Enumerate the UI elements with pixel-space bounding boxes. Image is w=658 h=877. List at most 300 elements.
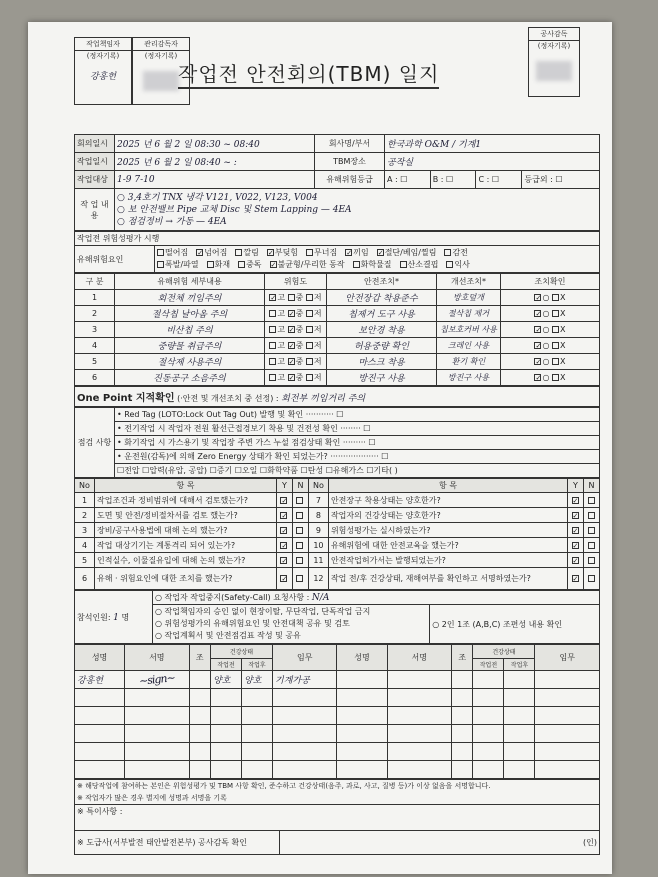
checkbox[interactable] [444,249,451,256]
checkbox[interactable]: ✓ [572,511,579,520]
level-label: 저 [313,341,322,350]
hazard-factors [155,246,600,273]
confirm-x: X [560,357,566,366]
improvement-measure: 방호덮개 [437,290,501,306]
checkbox[interactable] [446,261,453,268]
level-label: 고 [277,325,286,334]
item-text: 안전작업허가서는 발행되었는가? [328,553,567,568]
confirm-label: ※ 도급사(서부발전 태안발전본부) 공사감독 확인 [75,831,280,855]
onepoint-table: One Point 지적확인 (·안전 및 개선조치 중 선정) : 회전부 끼임거리 주의 [74,386,600,407]
checkbox[interactable]: ✓ [270,261,277,269]
worker-name: 강홍헌 [75,671,125,689]
meeting-value: 2025 년 6 월 2 일 08:30 ~ 08:40 [115,135,315,153]
checkbox[interactable] [588,542,595,549]
col-header: 건강상태 [473,645,535,659]
row-no: 1 [75,290,115,306]
checkbox[interactable] [296,575,303,582]
level-label: 저 [313,357,322,366]
safety-call-label: ○ 작업자 작업중지(Safety-Call) 요청사항 : [155,593,310,602]
risk-level [265,338,327,354]
attendance-value: 1 [113,612,119,623]
leader-label: 작업책임자 [75,38,131,51]
col-header: 항 목 [95,479,277,493]
checkbox[interactable] [588,575,595,582]
hazard-factor[interactable] [207,260,230,269]
hazard-detail: 절삭칩 날아옴 주의 [115,306,265,322]
meeting-label: 회의일시 [75,135,115,153]
level-label: 저 [313,373,322,382]
item-text: 작업조건과 정비범위에 대해서 검토했는가? [95,493,277,508]
hazard-detail: 중량물 취급주의 [115,338,265,354]
checkbox[interactable]: ✓ [288,326,295,334]
confirm-x: X [560,341,566,350]
checkbox[interactable]: ✓ [281,496,288,505]
checkbox[interactable] [296,512,303,519]
supervisor-sign-box [528,27,580,97]
checkbox[interactable] [269,310,276,317]
checkbox[interactable]: ✓ [281,556,288,565]
checkbox[interactable] [296,542,303,549]
checkbox[interactable] [269,358,276,365]
row-no: 3 [75,322,115,338]
level-label: 중 [295,357,304,366]
safety-measure: 마스크 착용 [327,354,437,370]
checkbox[interactable] [588,512,595,519]
hazard-factor-label: 끼임 [353,248,369,257]
level-label: 저 [313,293,322,302]
hazard-factor[interactable] [157,248,188,257]
company-value: 한국과학 O&M / 기계1 [385,135,600,153]
table-row [75,290,600,306]
checkbox[interactable]: ✓ [346,249,353,257]
col-header: 구 분 [75,274,115,290]
checkbox[interactable] [588,497,595,504]
target-label: 작업대상 [75,171,115,189]
col-header: No [308,479,328,493]
col-header: Y [276,479,292,493]
safety-measure: 보안경 착용 [327,322,437,338]
hazard-factor-label: 넘어짐 [204,248,228,257]
improvement-measure: 환기 확인 [437,354,501,370]
checkbox[interactable] [552,310,559,317]
hazard-factor[interactable] [444,248,467,257]
hazard-factor[interactable] [306,248,337,257]
checkbox[interactable] [238,261,245,268]
checkbox[interactable] [588,557,595,564]
improvement-measure: 방진구 사용 [437,370,501,386]
confirm-o: ○ [542,373,550,382]
hazard-factor[interactable] [267,248,298,257]
item-text: 위험성평가는 실시하였는가? [328,523,567,538]
info-table [74,134,600,231]
worker-row[interactable] [75,707,600,725]
blurred-signature [536,61,572,81]
inspection-label: 점검 사항 [75,408,115,478]
confirm-x: X [560,293,566,302]
checkbox[interactable] [306,358,313,365]
checkbox[interactable] [306,326,313,333]
col-header: 건강상태 [211,645,273,659]
seal-field[interactable]: (인) [280,831,600,855]
hazard-factor[interactable] [235,248,258,257]
attendance-label: 참석인원: [77,612,111,622]
checkbox[interactable]: ✓ [572,556,579,565]
health-before: 양호 [211,671,242,689]
confirm-o: ○ [542,341,550,350]
col-header: 성명 [337,645,387,671]
table-row [75,568,600,590]
level-label: 저 [313,325,322,334]
checkbox[interactable]: ✓ [270,294,277,302]
rule: ○ 작업책임자의 승인 없이 현장이탈, 무단작업, 단독작업 금지 [155,607,371,616]
table-row [75,553,600,568]
hazard-factor[interactable] [270,260,345,269]
factor-label: 유해위험요인 [75,246,155,273]
worker-team [189,671,210,689]
col-header: 항 목 [328,479,567,493]
level-label: 중 [295,293,304,302]
item-no: 12 [308,568,328,590]
confirm-o: ○ [542,357,550,366]
col-header: N [292,479,308,493]
table-row [75,370,600,386]
table-row [75,306,600,322]
level-label: 중 [295,341,304,350]
confirm-o: ○ [542,309,550,318]
checkbox[interactable]: ✓ [535,310,542,318]
hazard-factor[interactable] [377,248,437,257]
worker-duty: 기계가공 [273,671,337,689]
table-row [75,493,600,508]
checkbox[interactable] [288,294,295,301]
hazard-factor[interactable] [345,248,368,257]
note: (정자기록) [86,52,120,60]
checkbox[interactable]: ✓ [535,342,542,350]
hazard-detail: 회전체 끼임주의 [115,290,265,306]
table-row [75,538,600,553]
checkbox[interactable] [269,374,276,381]
inspection-item[interactable]: ☐전압 ☐압력(유압, 공압) ☐증기 ☐오일 ☐화학약품 ☐탄성 ☐유해가스 ☐기타( ) [115,464,600,478]
col-header: 유해위험 세부내용 [115,274,265,290]
risk-level [265,354,327,370]
checkbox[interactable] [306,374,313,381]
note: (정자기록) [537,42,571,50]
checkbox[interactable]: ✓ [288,358,295,366]
work-label: 작업일시 [75,153,115,171]
confirm-x: X [560,373,566,382]
level-label: 고 [277,373,286,382]
note: (정자기록) [144,52,178,60]
grade-c[interactable]: C : ☐ [476,171,522,189]
item-no: 10 [308,538,328,553]
hazard-factor[interactable] [353,260,392,269]
hazard-factor-label: 깔림 [243,248,259,257]
confirm-o: ○ [542,325,550,334]
risk-level [265,322,327,338]
hazard-factor[interactable] [196,248,227,257]
onepoint-label: One Point 지적확인 [77,393,175,404]
worker-row[interactable] [75,725,600,743]
checkbox[interactable] [157,249,164,256]
item-no: 7 [308,493,328,508]
safety-measure: 안전장갑 착용준수 [327,290,437,306]
item-text: 작업자의 건강상태는 양호한가? [328,508,567,523]
checkbox[interactable]: ✓ [288,310,295,318]
item-no: 1 [75,493,95,508]
hazard-factor-label: 화학물질 [360,260,392,269]
form-body [74,134,600,855]
hazard-factor-label: 감전 [452,248,468,257]
item-text: 인적실수, 이물질유입에 대해 논의 했는가? [95,553,277,568]
col-header: 성명 [75,645,125,671]
checkbox[interactable] [296,497,303,504]
item-no: 2 [75,508,95,523]
item-text: 유해위험에 대한 안전교육을 했는가? [328,538,567,553]
checkbox[interactable] [207,261,214,268]
hazard-detail: 진동공구 소음주의 [115,370,265,386]
confirm-x: X [560,325,566,334]
checkbox[interactable]: ✓ [572,541,579,550]
onepoint-value: 회전부 끼임거리 주의 [281,394,366,404]
checkbox[interactable]: ✓ [535,374,542,382]
checkbox[interactable] [269,326,276,333]
improvement-measure: 절삭칩 제거 [437,306,501,322]
item-text: 작업 전/후 건강상태, 재해여부를 확인하고 서명하였는가? [328,568,567,590]
table-row [75,322,600,338]
col-subheader: 작업후 [504,659,535,671]
col-header: 서명 [387,645,451,671]
attendance-unit: 명 [121,612,130,622]
checkbox[interactable]: ✓ [197,249,204,257]
hazard-factor-label: 산소결핍 [407,260,439,269]
checkbox[interactable] [157,261,164,268]
safety-measure: 칩제거 도구 사용 [327,306,437,322]
content-value [115,189,600,231]
col-header: No [75,479,95,493]
checkbox[interactable] [552,358,559,365]
grade-a[interactable]: A : ☐ [385,171,431,189]
grade-other[interactable]: 등급외 : ☐ [522,171,600,189]
worker-row[interactable] [75,671,600,689]
inspection-item[interactable]: • 화기작업 시 가스용기 및 작업장 주변 가스 누설 점검상태 확인 ········· ☐ [115,436,600,450]
place-value: 공작실 [385,153,600,171]
checkbox[interactable]: ✓ [281,575,288,583]
table-row [75,523,600,538]
item-no: 6 [75,568,95,590]
checkbox[interactable]: ✓ [288,342,295,350]
hazard-factor-label: 화재 [214,260,231,269]
checkbox[interactable] [552,294,559,301]
safety-measure: 방진구 사용 [327,370,437,386]
checkbox[interactable]: ✓ [281,511,288,520]
safety-measure: 허용중량 확인 [327,338,437,354]
hazard-factor[interactable] [400,260,439,269]
company-label: 회사명/부서 [315,135,385,153]
item-text: 안전장구 착용상태는 양호한가? [328,493,567,508]
hazard-factor-label: 절단/베임/찔림 [384,248,437,257]
worker-row[interactable] [75,743,600,761]
leader-name: 강홍헌 [89,72,117,82]
health-after: 양호 [242,671,273,689]
checkbox[interactable]: ✓ [281,541,288,550]
rule: ○ 위험성평가의 유해위험요인 및 안전대책 공유 및 검토 [155,619,350,628]
content-label: 작 업 내 용 [75,189,115,231]
work-value: 2025 년 6 월 2 일 08:40 ~ : [115,153,315,171]
item-no: 8 [308,508,328,523]
col-header: 조 [451,645,472,671]
hazard-factor-label: 불균형/무리한 동작 [277,260,345,269]
level-label: 고 [277,341,286,350]
checkbox[interactable] [235,249,242,256]
checkbox[interactable] [400,261,407,268]
hazard-factor-label: 무너짐 [314,248,338,257]
content-line: ○ 점검정비 → 가동 — 4EA [117,216,227,227]
col-header: Y [568,479,584,493]
rule: ○ 작업계획서 및 안전점검표 작성 및 공유 [155,631,301,640]
content-line: ○ 보 안전밸브 Pipe 교체 Disc 및 Stem Lapping — 4EA [117,204,352,215]
checkbox[interactable]: ✓ [535,358,542,366]
checkbox[interactable] [306,342,313,349]
checkbox[interactable] [306,249,313,256]
col-header: 조치확인 [501,274,600,290]
level-label: 중 [295,325,304,334]
checkbox[interactable] [588,527,595,534]
note-line: ※ 해당작업에 참여하는 본인은 위험성평가 및 TBM 사항 확인, 준수하고 건강상태(음주, 과로, 사고, 질병 등)가 이상 없음을 서명합니다. [75,780,600,793]
inspection-item[interactable]: • 운전원(감독)에 의해 Zero Energy 상태가 확인 되었는가? ··················· ☐ [115,450,600,464]
level-label: 중 [295,309,304,318]
checkbox[interactable] [552,326,559,333]
hazard-factor-table [74,231,600,273]
confirm-check [501,290,600,306]
col-header: N [584,479,600,493]
risk-level [265,290,327,306]
hazard-factor-label: 익사 [454,260,470,269]
grade-b[interactable]: B : ☐ [430,171,476,189]
inspection-item[interactable]: • 전기작업 시 작업자 전원 활선근접경보기 착용 및 건전성 확인 ········ ☐ [115,422,600,436]
col-subheader: 작업전 [473,659,504,671]
col-subheader: 작업후 [242,659,273,671]
level-label: 고 [277,309,286,318]
confirm-check [501,338,600,354]
item-no: 4 [75,538,95,553]
confirm-check [501,322,600,338]
item-text: 도면 및 안전/정비절차서를 검토 했는가? [95,508,277,523]
level-label: 중 [295,373,304,382]
checkbox[interactable] [552,374,559,381]
risk-table [74,273,600,386]
team-check[interactable]: ○ 2인 1조 (A,B,C) 조편성 내용 확인 [430,605,600,644]
checkbox[interactable]: ✓ [535,294,542,302]
checkbox[interactable] [306,294,313,301]
improvement-measure: 칩보호커버 사용 [437,322,501,338]
item-no: 3 [75,523,95,538]
item-no: 9 [308,523,328,538]
col-header: 서명 [125,645,189,671]
item-no: 5 [75,553,95,568]
checkbox[interactable]: ✓ [572,496,579,505]
checkbox[interactable]: ✓ [572,526,579,535]
attendance-table [74,590,600,644]
inspection-table [74,407,600,478]
checkbox[interactable] [353,261,360,268]
manager-label: 관리감독자 [133,38,189,51]
onepoint-sub: (·안전 및 개선조치 중 선정) [177,394,274,403]
hazard-factor[interactable] [157,260,199,269]
col-header: 조 [189,645,210,671]
checkbox[interactable]: ✓ [281,526,288,535]
table-row [75,338,600,354]
row-no: 2 [75,306,115,322]
item-text: 장비/공구사용법에 대해 논의 했는가? [95,523,277,538]
hazard-detail: 비산칩 주의 [115,322,265,338]
inspection-item[interactable]: • Red Tag (LOTO:Lock Out Tag Out) 발행 및 확인 ··········· ☐ [115,408,600,422]
checklist-table [74,478,600,590]
confirm-check [501,306,600,322]
grade-label: 유해위험등급 [315,171,385,189]
col-header: 안전조치* [327,274,437,290]
supervisor-label: 공사감독 [529,28,579,41]
note-line: ※ 작업자가 많은 경우 별지에 성명과 서명을 기록 [75,792,600,805]
checkbox[interactable]: ✓ [535,326,542,334]
confirm-o: ○ [542,293,550,302]
checkbox[interactable] [296,557,303,564]
checkbox[interactable]: ✓ [377,249,384,257]
worker-row[interactable] [75,761,600,779]
checkbox[interactable]: ✓ [572,575,579,583]
workers-table [74,644,600,779]
hazard-factor[interactable] [446,260,469,269]
checkbox[interactable] [306,310,313,317]
target-value: 1-9 7-10 [115,171,315,189]
confirm-check [501,354,600,370]
col-header: 임무 [535,645,600,671]
hazard-factor-label: 부딪힘 [274,248,299,257]
worker-signature: ~sign~ [138,671,176,688]
improvement-measure: 크레인 사용 [437,338,501,354]
col-header: 개선조치* [437,274,501,290]
hazard-section-label: 작업전 위험성평가 시행 [75,232,600,246]
col-header: 위험도 [265,274,327,290]
row-no: 4 [75,338,115,354]
checkbox[interactable]: ✓ [267,249,274,257]
special-notes-field[interactable]: ※ 특이사항 : [75,805,600,831]
row-no: 5 [75,354,115,370]
row-no: 6 [75,370,115,386]
table-row [75,354,600,370]
hazard-factor-label: 중독 [246,260,262,269]
checkbox[interactable] [296,527,303,534]
leader-sign-box [74,37,132,105]
hazard-factor[interactable] [238,260,261,269]
tbm-form-paper [28,22,612,874]
item-text: 작업 대상기기는 계통격리 되어 있는가? [95,538,277,553]
safety-call-value: N/A [311,593,330,603]
hazard-factor-label: 폭발/파열 [165,260,199,269]
content-line: ○ 3,4호기 TNX 냉각 V121, V022, V123, V004 [117,192,318,203]
attendance-count [75,591,153,644]
level-label: 저 [313,309,322,318]
level-label: 고 [277,357,286,366]
page-title: 작업전 안전회의(TBM) 일지 [178,58,439,89]
confirm-x: X [560,309,566,318]
checkbox[interactable]: ✓ [288,374,295,382]
checkbox[interactable] [552,342,559,349]
checkbox[interactable] [269,342,276,349]
item-text: 유해 · 위험요인에 대한 조치를 했는가? [95,568,277,590]
hazard-detail: 절삭제 사용주의 [115,354,265,370]
worker-row[interactable] [75,689,600,707]
level-label: 고 [277,293,286,302]
